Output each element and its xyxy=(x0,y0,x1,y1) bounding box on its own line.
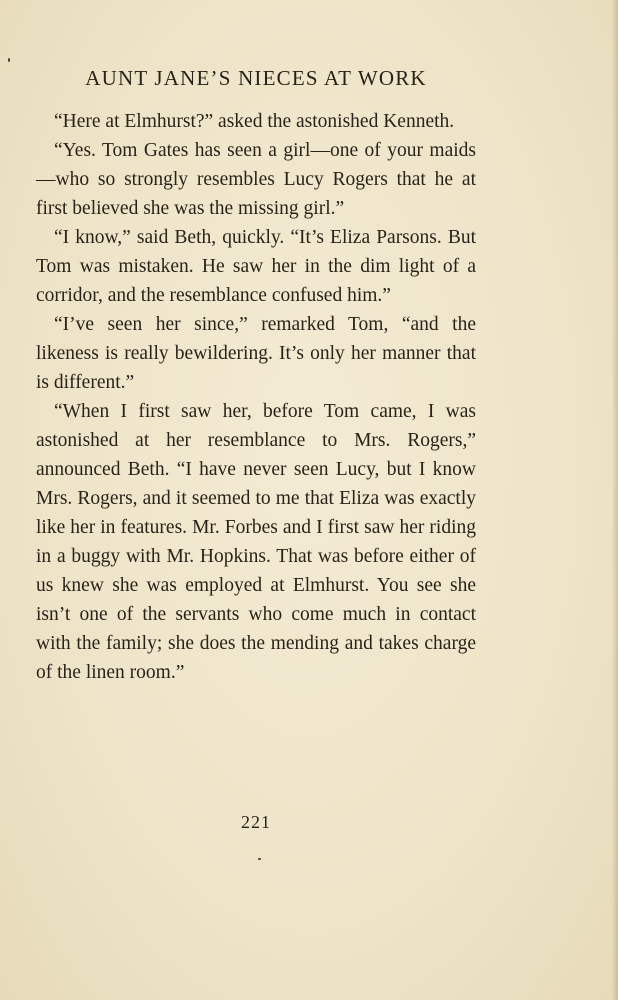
body-text xyxy=(36,107,476,687)
page-number: 221 xyxy=(241,812,271,832)
paragraph: “When I first saw her, before Tom came, I was astonished at her resemblance to Mrs. Rogers,” announced Beth. “I have never seen Lucy, but I know Mrs. Rogers, and it seemed to me that Eliza was exactly like her in features. Mr. Forbes and I first saw her riding in a buggy with Mr. Hopkins. That was before either of us knew she was employed at Elmhurst. You see she isn’t one of the servants who come much in contact with the family; she does the mending and takes charge of the linen room.” xyxy=(36,401,476,683)
running-head: AUNT JANE’S NIECES AT WORK xyxy=(85,66,427,90)
ink-speck xyxy=(258,858,261,860)
page-edge-shadow xyxy=(612,0,618,1000)
paragraph: “I’ve seen her since,” remarked Tom, “and the likeness is really bewildering. It’s only her manner that is different.” xyxy=(36,314,476,393)
paragraph: “Yes. Tom Gates has seen a girl—one of your maids—who so strongly resembles Lucy Rogers that he at first believed she was the missing girl.” xyxy=(36,140,476,219)
ink-speck xyxy=(8,58,10,62)
paragraph: “I know,” said Beth, quickly. “It’s Eliza Parsons. But Tom was mistaken. He saw her in the dim light of a corridor, and the resemblance confused him.” xyxy=(36,227,476,306)
paragraph: “Here at Elmhurst?” asked the astonished Kenneth. xyxy=(54,111,455,132)
